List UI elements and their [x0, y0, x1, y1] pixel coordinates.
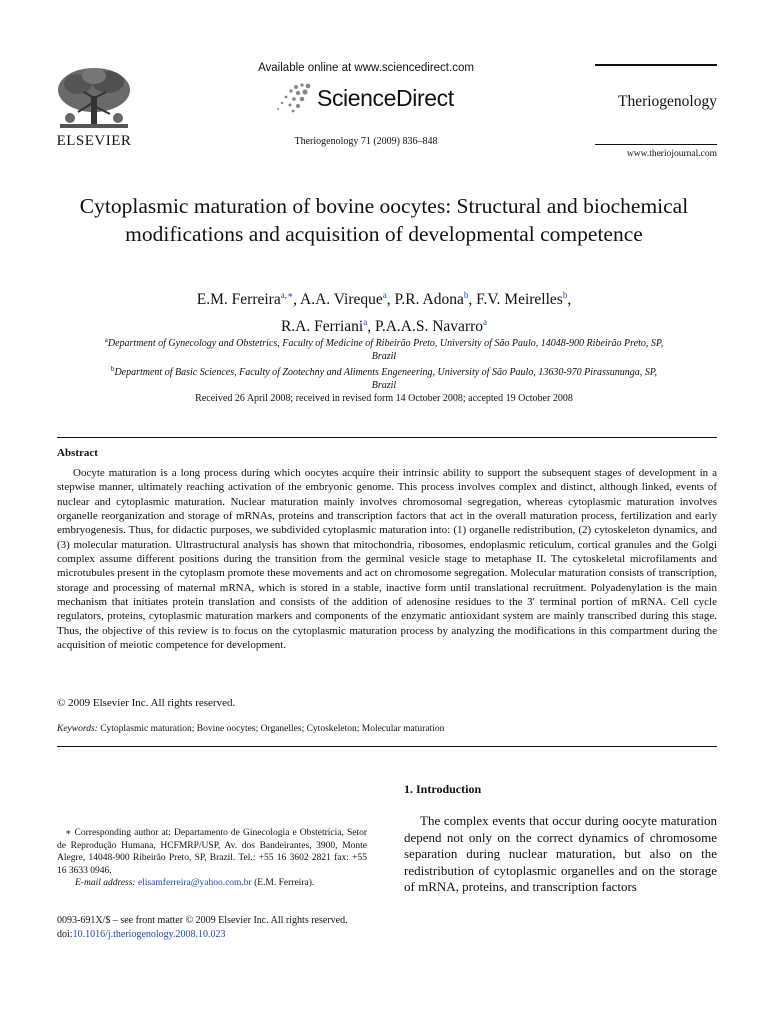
keywords-rule: [57, 746, 717, 747]
doi-prefix: doi:: [57, 929, 73, 940]
author-affil-mark[interactable]: a: [382, 290, 387, 300]
corresponding-author-text: ∗ Corresponding author at: Departamento de Ginecologia e Obstetrícia, Setor de Reprodução Humana, HCFMRP/USP, Av. dos Bandeirantes, 3900, Monte Alegre, 14048-900 Ribeirão Preto, SP, Brazil. Tel.: +55 16 3602 2821 fax: +55 16 3633 0946.: [57, 828, 367, 876]
publisher-wordmark: ELSEVIER: [56, 133, 132, 149]
abstract-text: Oocyte maturation is a long process during which oocytes acquire their intrinsic ability to support the subsequent stages of development in a stepwise manner, ultimately reaching activation of the embryonic genome. This process involves complex and distinct, although linked, events of nuclear and cytoplasmic maturation. Nuclear maturation mainly involves chromosomal segregation, whereas cytoplasmic maturation involves organelle reorganization and storage of mRNAs, proteins and transcription factors that act in the overall maturation process, fertilization and early embryogenesis. Thus, for didactic purposes, we subdivided cytoplasmic maturation into: (1) organelle redistribution, (2) cytoskeleton dynamics, and (3) molecular maturation. Ultrastructural analysis has shown that mitochondria, ribosomes, endoplasmic reticulum, cortical granules and the Golgi complex assume different positions during the transition from the germinal vesicle stage to metaphase II. The cytoskeletal microfilaments and microtubules present in the cytoplasm promote these movements and act on chromosome segregation. Molecular maturation consists of transcription, storage and processing of maternal mRNA, which is stored in a stable, inactive form until translational recruitment. Polyadenylation is the main mechanism that initiates protein translation and consists of the addition of adenosine residues to the 3′ terminal portion of mRNA. Cell cycle regulators, proteins, cytoplasmic maturation markers and components of the enzymatic antioxidant system are mainly transcribed during this stage. Thus, the objective of this review is to focus on the cytoplasmic maturation process by analyzing the modifications in this compartment during the acquisition of meiotic competence for development.: [57, 467, 717, 652]
abstract-rule-top: [57, 437, 717, 438]
doi-line: [57, 928, 348, 942]
keywords-text: Cytoplasmic maturation; Bovine oocytes; Organelles; Cytoskeleton; Molecular maturation: [100, 724, 445, 734]
keywords-label: Keywords:: [57, 724, 98, 734]
doi-link[interactable]: 10.1016/j.theriogenology.2008.10.023: [72, 929, 226, 940]
abstract-heading: Abstract: [57, 447, 98, 459]
author-affil-mark[interactable]: b: [562, 290, 568, 300]
affiliation-a: $^a$Department of Gynecology and Obstetrics, Faculty of Medicine of Ribeirão Preto, University of São Paulo, 14048-900 Ribeirão Preto, SP, Brazil: [104, 336, 664, 362]
sciencedirect-dots-icon: [272, 82, 312, 114]
email-suffix: (E.M. Ferreira).: [251, 878, 315, 889]
author: E.M. Ferreira: [196, 291, 281, 308]
journal-name: Theriogenology: [617, 93, 717, 110]
abstract-copyright: © 2009 Elsevier Inc. All rights reserved.: [57, 697, 236, 709]
author: P.R. Adona: [394, 291, 464, 308]
journal-citation: Theriogenology 71 (2009) 836–848: [294, 136, 438, 147]
author-affil-mark[interactable]: b: [463, 290, 469, 300]
author-affil-mark[interactable]: a: [483, 317, 488, 327]
keywords: [57, 724, 717, 734]
front-matter-text: 0093-691X/$ – see front matter © 2009 Elsevier Inc. All rights reserved.: [57, 915, 348, 926]
article-title: Cytoplasmic maturation of bovine oocytes: Structural and biochemical modifications and acquisition of developmental competence: [79, 194, 689, 246]
author: A.A. Vireque: [300, 291, 383, 308]
author: P.A.A.S. Navarro: [374, 318, 484, 335]
email-link[interactable]: elisamferreira@yahoo.com.br: [137, 878, 252, 889]
author-list: E.M. Ferreira$^{a,∗}$, A.A. Vireque$^a$, P.R. Adona$^b$, F.V. Meirelles$^b$, R.A. Ferriani$^a$, P.A.A.S. Navarro$^a$: [196, 290, 572, 335]
introduction-body: The complex events that occur during oocyte maturation depend not only on the correct dynamics of chromosome separation during nuclear maturation, but also on the redistribution of cytoplasmic organelles and on the storage of mRNA, proteins, and transcription factors: [404, 813, 717, 895]
email-line: [57, 877, 367, 890]
email-label: E-mail address:: [75, 878, 136, 889]
author-affil-mark[interactable]: a,∗: [280, 290, 294, 300]
header-rule-top: [595, 64, 717, 66]
corresponding-author-footnote: [57, 827, 367, 890]
received-dates: Received 26 April 2008; received in revised form 14 October 2008; accepted 19 October 2008: [195, 393, 573, 404]
available-online-text[interactable]: Available online at www.sciencedirect.com: [258, 62, 474, 74]
affiliations: [100, 334, 668, 392]
journal-website[interactable]: www.theriojournal.com: [626, 149, 717, 159]
author-affil-mark[interactable]: a: [363, 317, 368, 327]
header-rule-bottom: [595, 144, 717, 145]
introduction-heading: 1. Introduction: [404, 782, 482, 796]
sciencedirect-logo-text[interactable]: ScienceDirect: [317, 85, 454, 111]
front-matter: [57, 914, 348, 942]
author: F.V. Meirelles: [476, 291, 563, 308]
author: R.A. Ferriani: [280, 318, 364, 335]
affiliation-b: $^b$Department of Basic Sciences, Faculty of Zootechny and Aliments Engeneering, University of São Paulo, 13630-970 Pirassununga, SP, Brazil: [110, 365, 658, 391]
abstract-body: [57, 466, 717, 652]
